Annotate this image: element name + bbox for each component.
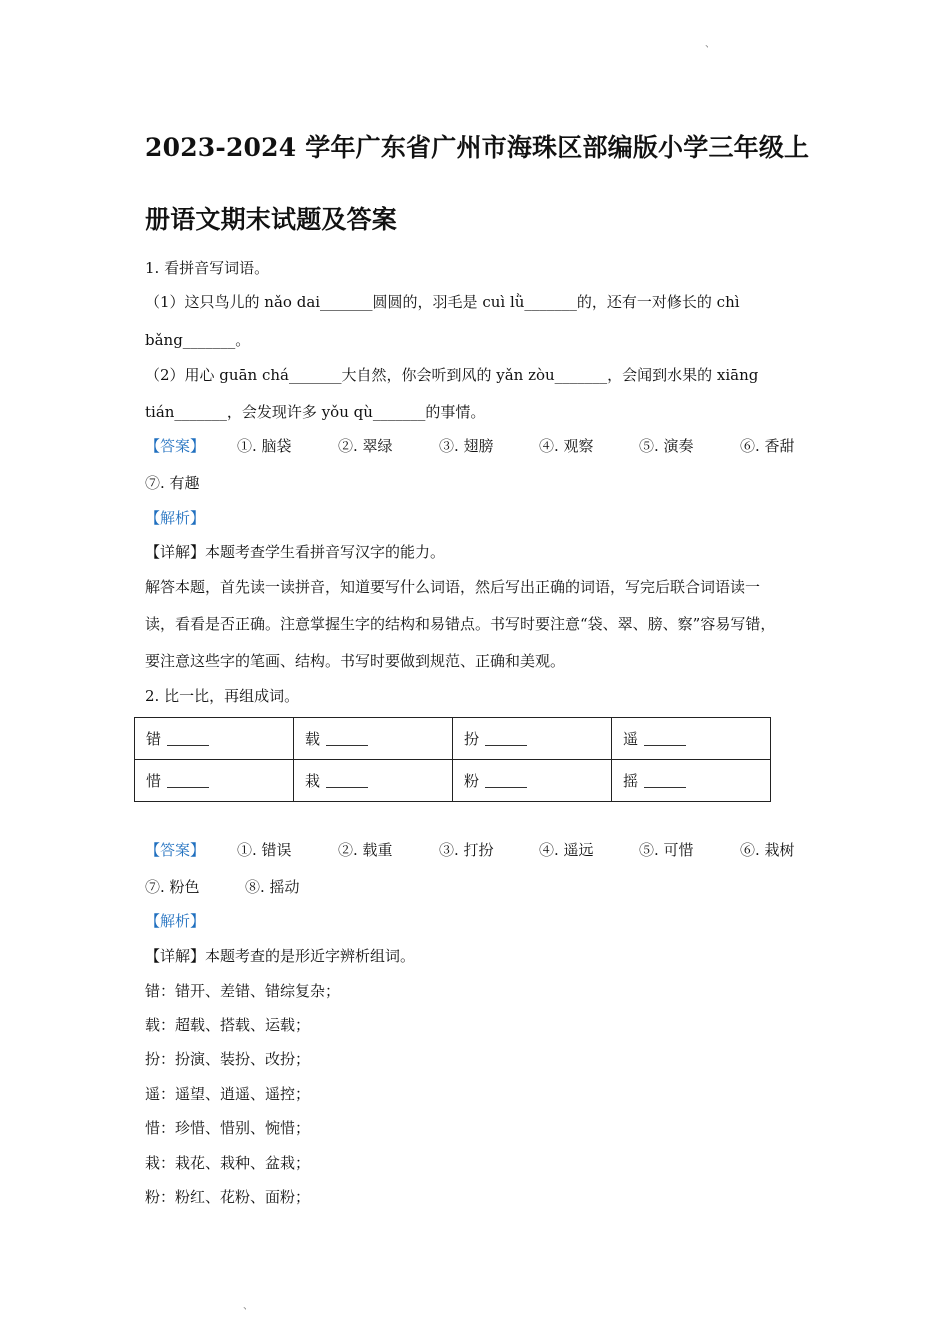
q1-answer-5: ⑤. 演奏 [639,437,694,455]
q1-answer-6: ⑥. 香甜 [740,437,795,455]
q2-answer-6: ⑥. 栽树 [740,841,795,859]
q1-line1: （1）这只鸟儿的 nǎo dai_______圆圆的，羽毛是 cuì lǜ_______的，还有一对修长的 chì [145,293,740,311]
q1-para3: 要注意这些字的笔画、结构。书写时要做到规范、正确和美观。 [145,652,566,670]
cell-char: 遥 [623,730,639,748]
q1-line4: tián_______，会发现许多 yǒu qù_______的事情。 [145,403,486,421]
page-title-line2: 册语文期末试题及答案 [145,205,398,234]
table-cell [453,760,612,802]
q2-word-line: 载：超载、搭载、运载； [145,1016,311,1034]
q2-word-line: 栽：栽花、栽种、盆栽； [145,1154,311,1172]
table-row [135,718,771,760]
q2-answer-3: ③. 打扮 [439,841,494,859]
answer-blank [644,731,686,746]
cell-char: 惜 [146,772,162,790]
q2-answer-8: ⑧. 摇动 [245,878,300,896]
table-row [135,760,771,802]
table-cell [612,760,771,802]
q1-detail: 【详解】本题考查学生看拼音写汉字的能力。 [145,543,446,561]
q2-word-line: 惜：珍惜、惜别、惋惜； [145,1119,311,1137]
q2-heading: 2. 比一比，再组成词。 [145,687,300,705]
bottom-mark: 、 [243,1301,253,1312]
answer-blank [644,773,686,788]
top-mark: 、 [705,39,715,50]
q1-para2: 读，看看是否正确。注意掌握生字的结构和易错点。书写时要注意“袋、翠、膀、察”容易写错， [145,615,776,633]
answer-blank [485,731,527,746]
answer-blank [326,773,368,788]
answer-blank [485,773,527,788]
table-cell [453,718,612,760]
q1-answer-2: ②. 翠绿 [338,437,393,455]
table-cell [612,718,771,760]
q1-analysis-tag: 【解析】 [145,509,206,527]
q1-answer-tag: 【答案】 [145,437,206,455]
cell-char: 粉 [464,772,480,790]
q2-word-line: 扮：扮演、装扮、改扮； [145,1050,311,1068]
answer-blank [167,731,209,746]
q1-line2: bǎng_______。 [145,331,251,349]
q1-line3: （2）用心 guān chá_______大自然，你会听到风的 yǎn zòu_______，会闻到水果的 xiāng [145,366,759,384]
q2-answer-tag: 【答案】 [145,841,206,859]
q2-answer-5: ⑤. 可惜 [639,841,694,859]
q2-answer-4: ④. 遥远 [539,841,594,859]
q1-heading: 1. 看拼音写词语。 [145,259,270,277]
cell-char: 摇 [623,772,639,790]
page-title-line1: 2023-2024 学年广东省广州市海珠区部编版小学三年级上 [145,133,810,162]
q2-answer-2: ②. 载重 [338,841,393,859]
q1-answer-7: ⑦. 有趣 [145,474,200,492]
q2-answer-7: ⑦. 粉色 [145,878,200,896]
q2-word-line: 遥：遥望、逍遥、遥控； [145,1085,311,1103]
q2-analysis-tag: 【解析】 [145,912,206,930]
q1-answer-4: ④. 观察 [539,437,594,455]
table-cell [294,718,453,760]
table-cell [135,718,294,760]
compare-table [134,717,771,802]
q2-detail: 【详解】本题考查的是形近字辨析组词。 [145,947,416,965]
table-cell [135,760,294,802]
cell-char: 错 [146,730,162,748]
q2-answer-1: ①. 错误 [237,841,292,859]
q2-word-line: 错：错开、差错、错综复杂； [145,982,341,1000]
q1-answer-1: ①. 脑袋 [237,437,292,455]
table-cell [294,760,453,802]
answer-blank [326,731,368,746]
cell-char: 载 [305,730,321,748]
answer-blank [167,773,209,788]
q2-word-line: 粉：粉红、花粉、面粉； [145,1188,311,1206]
cell-char: 扮 [464,730,480,748]
q1-para1: 解答本题，首先读一读拼音，知道要写什么词语，然后写出正确的词语，写完后联合词语读一 [145,578,761,596]
cell-char: 栽 [305,772,321,790]
q1-answer-3: ③. 翅膀 [439,437,494,455]
